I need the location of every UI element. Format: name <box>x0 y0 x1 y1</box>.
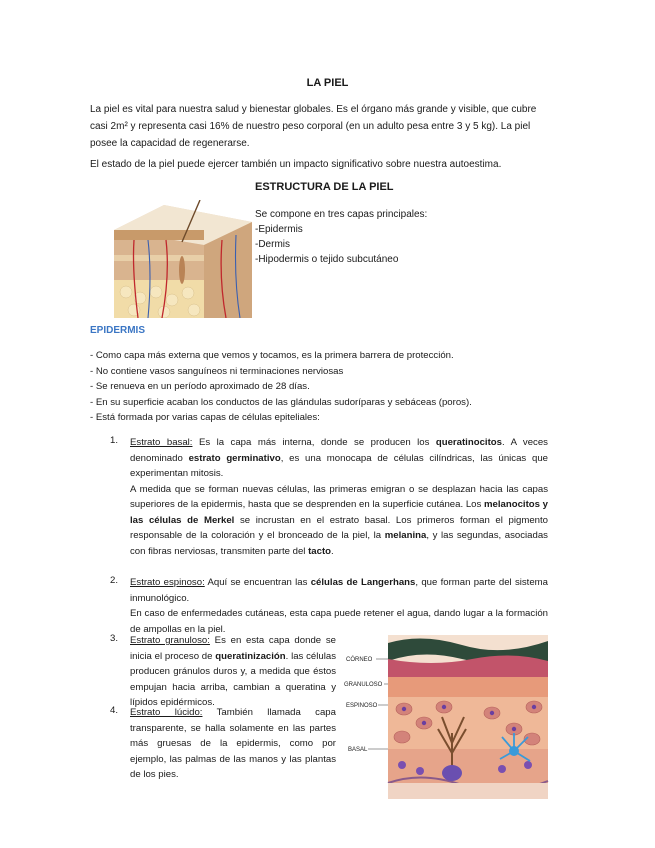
item-number: 3. <box>110 633 119 644</box>
epidermis-heading: EPIDERMIS <box>90 325 146 336</box>
layer-item: -Epidermis <box>255 224 303 235</box>
skin-cross-section-image <box>104 200 252 318</box>
label-basal: BASAL <box>348 747 368 753</box>
item-number: 2. <box>110 575 119 586</box>
label-corneo: CÓRNEO <box>346 657 373 663</box>
bullet-item: - No contiene vasos sanguíneos ni terminaciones nerviosas <box>90 365 344 377</box>
epidermis-layers-diagram <box>342 633 564 801</box>
label-granuloso: GRANULOSO <box>344 682 383 688</box>
page-title: LA PIEL <box>306 77 349 89</box>
item-name: Estrato lúcido: <box>130 707 203 718</box>
item-estrato-basal: Estrato basal: Es la capa más interna, donde se producen los queratinocitos. A veces denominado estrato germinativo, es una monocapa de células cilíndricas, las únicas que experimentan mitosis. A medida que se forman nuevas células, las primeras emigran o se desplazan hacia las capas superiores de la epidermis, hasta que se desprenden en la superficie cutánea. Los melanocitos y las células de Merkel se incrustan en el estrato basal. Los primeros forman el pigmento responsable de la coloración y el bronceado de la piel, la melanina, y las segundas, asociadas con fibras nerviosas, transmiten parte del tacto. <box>130 437 548 557</box>
structure-heading: ESTRUCTURA DE LA PIEL <box>255 181 394 193</box>
layer-item: -Dermis <box>255 239 290 250</box>
bullet-item: - Como capa más externa que vemos y tocamos, es la primera barrera de protección. <box>90 350 454 361</box>
item-number: 4. <box>110 705 119 716</box>
layers-lead: Se compone en tres capas principales: <box>255 209 428 220</box>
item-estrato-granuloso: Estrato granuloso: Es en esta capa donde se inicia el proceso de queratinización. las células producen gránulos duros y, a medida que éstos empujan hacia arriba, cambian a queratina y lípidos epidérmicos. <box>130 635 336 708</box>
item-estrato-espinoso: Estrato espinoso: Aquí se encuentran las células de Langerhans, que forman parte del sistema inmunológico. En caso de enfermedades cutáneas, esta capa puede retener el agua, dando lugar a la formación de ampollas en la piel. <box>130 577 548 635</box>
bullet-item: - Se renueva en un período aproximado de 28 días. <box>90 381 310 392</box>
intro-paragraph-2: El estado de la piel puede ejercer también un impacto significativo sobre nuestra autoestima. <box>90 159 502 170</box>
bullet-item: - En su superficie acaban los conductos de las glándulas sudoríparas y sebáceas (poros). <box>90 396 472 408</box>
item-name: Estrato basal: <box>130 437 193 448</box>
bullet-item: - Está formada por varias capas de células epiteliales: <box>90 412 320 423</box>
label-espinoso: ESPINOSO <box>346 703 378 709</box>
item-name: Estrato granuloso: <box>130 635 210 646</box>
item-name: Estrato espinoso: <box>130 577 205 588</box>
intro-paragraph-1: La piel es vital para nuestra salud y bienestar globales. Es el órgano más grande y visible, que cubre casi 2m² y representa casi 16% de nuestro peso corporal (en un adulto pesa entre 3 y 5 kg). La piel posee la capacidad de regenerarse. <box>90 104 537 149</box>
item-number: 1. <box>110 435 119 446</box>
item-estrato-lucido: Estrato lúcido: También llamada capa transparente, se halla solamente en las partes más gruesas de la epidermis, como por ejemplo, las palmas de las manos y las plantas de los pies. <box>130 707 336 780</box>
epidermis-bullets <box>90 348 472 426</box>
layer-item: -Hipodermis o tejido subcutáneo <box>255 254 399 265</box>
layers-list <box>255 207 427 267</box>
